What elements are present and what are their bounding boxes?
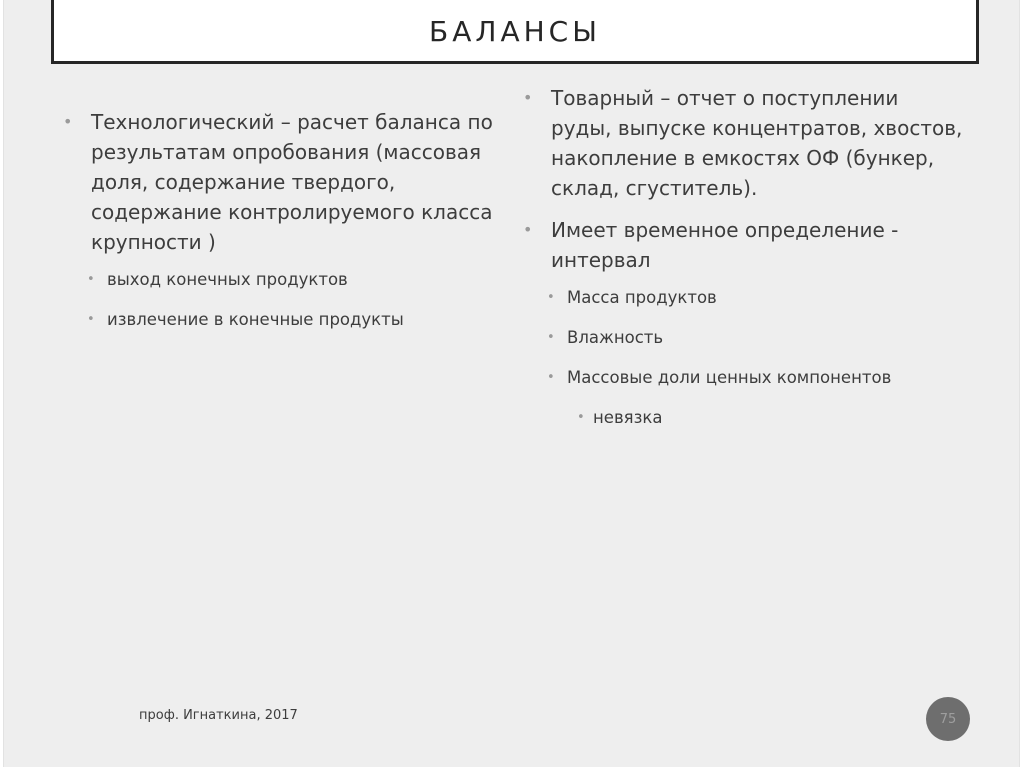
slide-title: БАЛАНСЫ <box>429 14 601 48</box>
sub-bullet-item <box>63 269 493 291</box>
sub-sub-bullet-text: невязка <box>593 408 663 427</box>
footer-author: проф. Игнаткина, 2017 <box>139 708 298 723</box>
bullet-icon: • <box>523 88 533 107</box>
bullet-icon: • <box>87 272 95 287</box>
slide <box>3 0 1020 767</box>
right-column <box>523 83 963 447</box>
page-number: 75 <box>926 697 970 741</box>
sub-bullet-text: извлечение в конечные продукты <box>107 310 404 329</box>
sub-bullet-item <box>523 287 963 309</box>
sub-bullet-item <box>523 367 963 389</box>
bullet-icon: • <box>547 290 555 305</box>
title-box <box>51 0 979 64</box>
bullet-text: Имеет временное определение - интервал <box>551 218 899 272</box>
sub-bullet-item <box>523 327 963 349</box>
bullet-icon: • <box>577 410 585 425</box>
sub-bullet-text: Влажность <box>567 328 664 347</box>
bullet-icon: • <box>63 112 73 131</box>
bullet-item <box>523 215 963 275</box>
bullet-text: Товарный – отчет о поступлении руды, выпуске концентратов, хвостов, накопление в емкостях ОФ (бункер, склад, сгуститель). <box>551 86 963 200</box>
sub-bullet-text: Массовые доли ценных компонентов <box>567 368 892 387</box>
bullet-item <box>63 107 493 257</box>
bullet-icon: • <box>87 312 95 327</box>
sub-bullet-item <box>63 309 493 331</box>
bullet-item <box>523 83 963 203</box>
sub-bullet-text: выход конечных продуктов <box>107 270 348 289</box>
bullet-icon: • <box>547 370 555 385</box>
sub-bullet-text: Масса продуктов <box>567 288 717 307</box>
bullet-text: Технологический – расчет баланса по результатам опробования (массовая доля, содержание твердого, содержание контролируемого класса крупности ) <box>91 110 493 254</box>
bullet-icon: • <box>523 220 533 239</box>
left-column <box>63 107 493 349</box>
bullet-icon: • <box>547 330 555 345</box>
sub-sub-bullet-item <box>523 407 963 429</box>
